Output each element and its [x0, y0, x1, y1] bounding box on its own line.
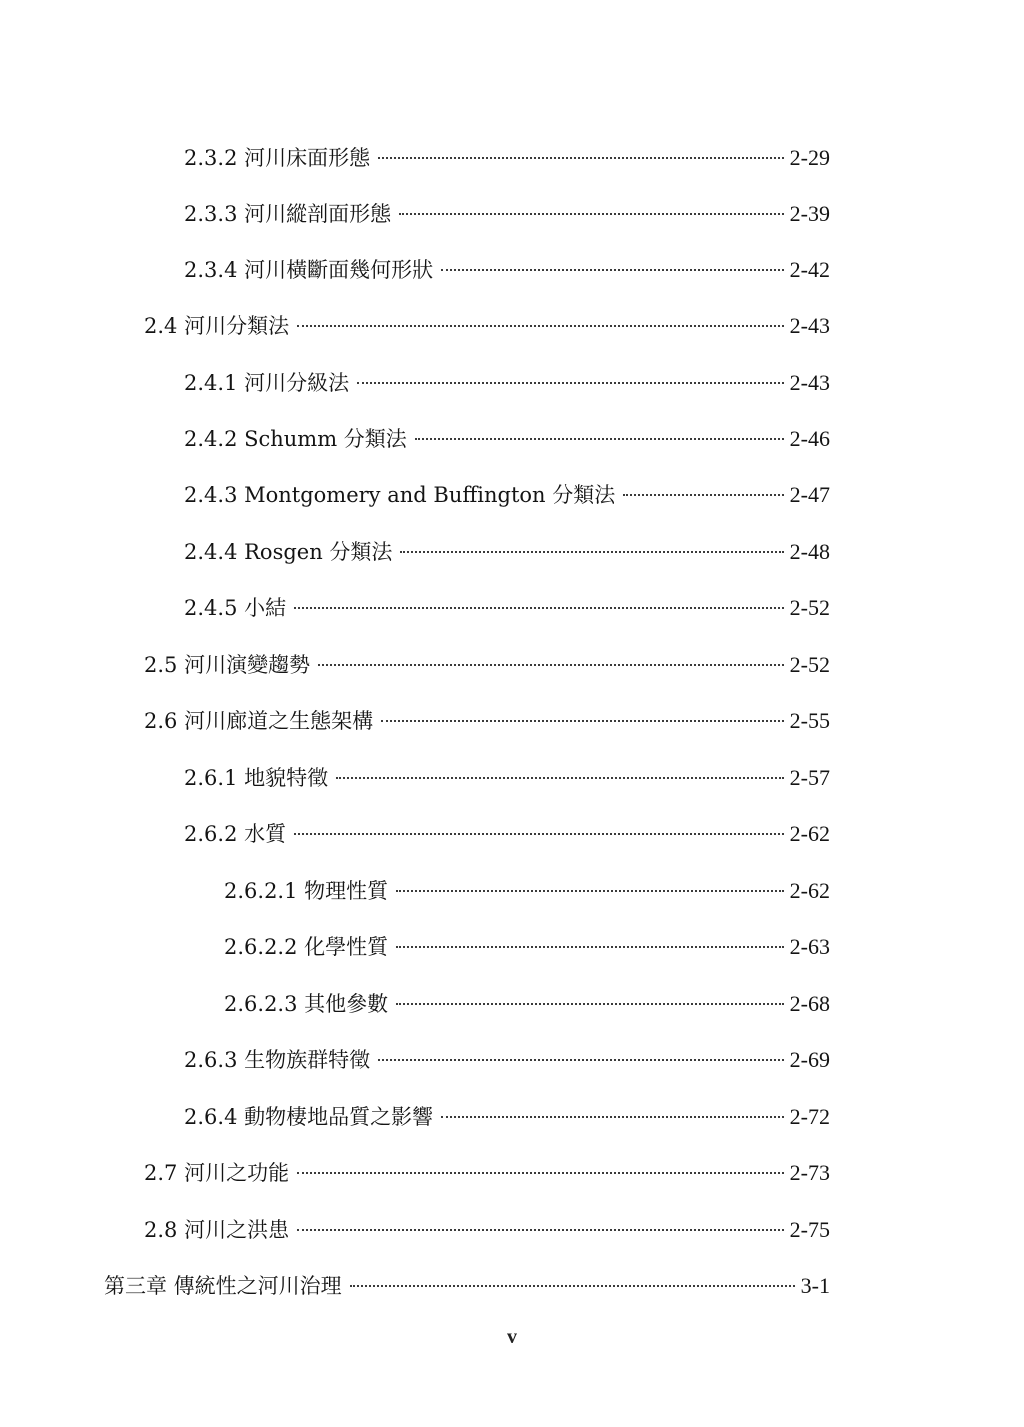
toc-entry[interactable]	[184, 535, 830, 569]
toc-entry-page: 3-1	[800, 1273, 830, 1298]
page-number: v	[507, 1326, 517, 1348]
toc-entry-page: 2-47	[789, 482, 830, 507]
toc-entry[interactable]	[184, 761, 830, 795]
dot-leader	[399, 213, 784, 215]
toc-entry-title: 2.7 河川之功能	[144, 1161, 290, 1185]
toc-entry-title: 第三章 傳統性之河川治理	[104, 1274, 342, 1298]
toc-entry-page: 2-63	[789, 934, 830, 959]
toc-entry-page: 2-46	[789, 426, 830, 451]
dot-leader	[378, 1059, 784, 1061]
dot-leader	[396, 1003, 784, 1005]
toc-entry[interactable]	[144, 309, 830, 343]
toc-entry-title: 2.3.2 河川床面形態	[184, 146, 371, 170]
dot-leader	[294, 607, 784, 609]
toc-entry-page: 2-75	[789, 1217, 830, 1242]
toc-entry-title: 2.4.1 河川分級法	[184, 371, 350, 395]
dot-leader	[400, 551, 783, 553]
dot-leader	[441, 269, 784, 271]
toc-entry-title: 2.6.1 地貌特徵	[184, 766, 329, 790]
dot-leader	[294, 833, 784, 835]
toc-entry[interactable]	[184, 366, 830, 400]
toc-entry[interactable]	[144, 1213, 830, 1247]
toc-entry[interactable]	[184, 478, 830, 512]
toc-entry-title: 2.3.3 河川縱剖面形態	[184, 202, 392, 226]
toc-entry-page: 2-73	[789, 1160, 830, 1185]
dot-leader	[396, 890, 784, 892]
toc-entry-title: 2.6 河川廊道之生態架構	[144, 709, 374, 733]
toc-entry-page: 2-68	[789, 991, 830, 1016]
toc-entry[interactable]	[184, 1043, 830, 1077]
toc-entry-title: 2.5 河川演變趨勢	[144, 653, 311, 677]
dot-leader	[297, 1172, 784, 1174]
dot-leader	[318, 664, 784, 666]
toc-entry-title: 2.4 河川分類法	[144, 314, 290, 338]
dot-leader	[623, 494, 783, 496]
toc-entry-page: 2-62	[789, 878, 830, 903]
toc-entry[interactable]	[184, 817, 830, 851]
toc-entry[interactable]	[184, 422, 830, 456]
toc-entry[interactable]	[144, 704, 830, 738]
toc-entry-page: 2-52	[789, 595, 830, 620]
toc-entry[interactable]	[144, 1156, 830, 1190]
toc-entry-title: 2.6.4 動物棲地品質之影響	[184, 1105, 434, 1129]
toc-entry[interactable]	[184, 253, 830, 287]
toc-entry-page: 2-69	[789, 1047, 830, 1072]
toc-entry[interactable]	[224, 987, 830, 1021]
toc-entry-page: 2-39	[789, 201, 830, 226]
toc-entry-title: 2.4.3 Montgomery and Buffington 分類法	[184, 483, 616, 507]
toc-entry-page: 2-43	[789, 370, 830, 395]
toc-entry-title: 2.6.2.2 化學性質	[224, 935, 389, 959]
toc-entry-title: 2.6.2 水質	[184, 822, 287, 846]
dot-leader	[441, 1116, 784, 1118]
toc-entry-page: 2-29	[789, 145, 830, 170]
toc-entry-page: 2-42	[789, 257, 830, 282]
toc-entry-page: 2-62	[789, 821, 830, 846]
toc-entry-page: 2-57	[789, 765, 830, 790]
dot-leader	[336, 777, 784, 779]
toc-entry[interactable]	[184, 1100, 830, 1134]
toc-entry-title: 2.6.3 生物族群特徵	[184, 1048, 371, 1072]
toc-entry[interactable]	[224, 930, 830, 964]
toc-entry[interactable]	[224, 874, 830, 908]
toc-entry-title: 2.4.2 Schumm 分類法	[184, 427, 407, 451]
dot-leader	[297, 325, 784, 327]
toc-entry-title: 2.8 河川之洪患	[144, 1218, 290, 1242]
toc-entry-title: 2.4.4 Rosgen 分類法	[184, 540, 393, 564]
toc-entry-title: 2.4.5 小結	[184, 596, 287, 620]
toc-entry[interactable]	[184, 591, 830, 625]
toc-entry-page: 2-43	[789, 313, 830, 338]
toc-entry[interactable]	[144, 648, 830, 682]
dot-leader	[357, 382, 784, 384]
dot-leader	[378, 157, 784, 159]
toc-entry[interactable]	[184, 197, 830, 231]
dot-leader	[297, 1229, 784, 1231]
toc-entry-page: 2-72	[789, 1104, 830, 1129]
toc-entry[interactable]	[104, 1269, 830, 1303]
toc-entry-page: 2-55	[789, 708, 830, 733]
toc-entry-title: 2.3.4 河川橫斷面幾何形狀	[184, 258, 434, 282]
dot-leader	[350, 1285, 795, 1287]
dot-leader	[381, 720, 784, 722]
toc-entry[interactable]	[184, 141, 830, 175]
toc-entry-page: 2-52	[789, 652, 830, 677]
dot-leader	[396, 946, 784, 948]
toc-entry-title: 2.6.2.1 物理性質	[224, 879, 389, 903]
toc-entry-page: 2-48	[789, 539, 830, 564]
dot-leader	[415, 438, 784, 440]
toc-entry-title: 2.6.2.3 其他參數	[224, 992, 389, 1016]
